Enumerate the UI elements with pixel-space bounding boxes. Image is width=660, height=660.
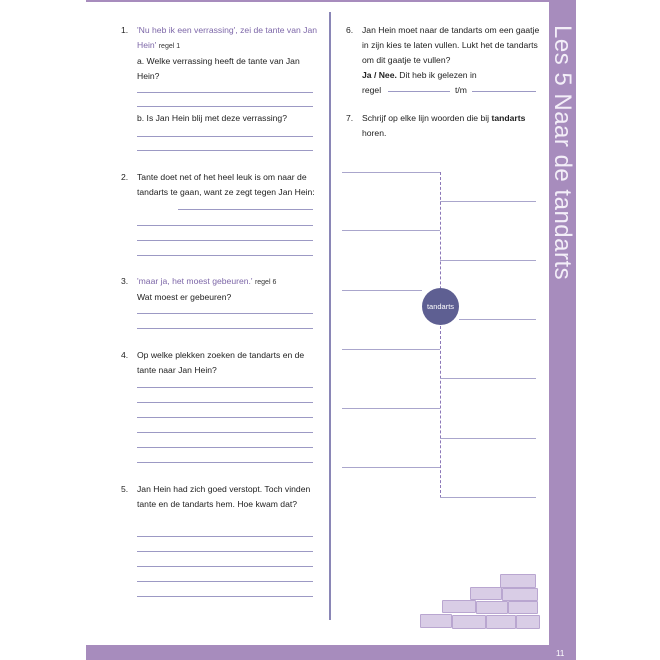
tm-text: t/m — [455, 85, 467, 95]
page-number: 11 — [556, 649, 565, 658]
question-number: 2. — [121, 172, 129, 182]
brick — [508, 601, 538, 614]
regel-label: regel — [362, 85, 382, 95]
brick — [502, 588, 538, 601]
line-reference: regel 6 — [254, 279, 277, 286]
question-6 — [346, 23, 542, 98]
quote-text: 'Nu heb ik een verrassing', zei de tante van Jan Hein' — [137, 25, 318, 50]
mindmap-line[interactable] — [342, 349, 440, 350]
quote-text: 'maar ja, het moest gebeuren.' — [137, 276, 253, 286]
question-number: 7. — [346, 113, 354, 123]
answer-line[interactable] — [137, 417, 313, 418]
regel-from-field[interactable] — [388, 91, 450, 92]
question-keyword: tandarts — [491, 113, 526, 123]
answer-line[interactable] — [137, 328, 313, 329]
mindmap-line[interactable] — [342, 172, 440, 173]
question-3 — [121, 274, 321, 305]
question-text: Schrijf op elke lijn woorden die bij — [362, 113, 490, 123]
mindmap-line[interactable] — [440, 260, 536, 261]
mindmap-line[interactable] — [440, 497, 536, 498]
line-reference: regel 1 — [158, 43, 181, 50]
question-text: Jan Hein had zich goed verstopt. Toch vinden tante en de tandarts hem. Hoe kwam dat? — [137, 484, 311, 509]
answer-line[interactable] — [137, 566, 313, 567]
answer-line[interactable] — [137, 136, 313, 137]
question-7 — [346, 111, 542, 141]
answer-line[interactable] — [137, 240, 313, 241]
question-text-end: horen. — [362, 128, 387, 138]
question-1 — [121, 23, 321, 84]
mindmap-line[interactable] — [440, 201, 536, 202]
brick — [516, 615, 540, 629]
question-5 — [121, 482, 321, 512]
mindmap-line[interactable] — [459, 319, 536, 320]
brick — [420, 614, 452, 628]
answer-line[interactable] — [137, 150, 313, 151]
question-1a: a. Welke verrassing heeft de tante van Jan Hein? — [137, 56, 300, 81]
question-text: Op welke plekken zoeken de tandarts en de tante naar Jan Hein? — [137, 350, 305, 375]
mindmap-line[interactable] — [342, 230, 440, 231]
mindmap-line[interactable] — [440, 438, 536, 439]
answer-line[interactable] — [137, 462, 313, 463]
lesson-title: Les 5 Naar de tandarts — [549, 25, 576, 281]
answer-line[interactable] — [137, 313, 313, 314]
mindmap-line[interactable] — [342, 467, 440, 468]
question-number: 6. — [346, 25, 354, 35]
mindmap-center-label: tandarts — [426, 302, 455, 311]
answer-line[interactable] — [137, 106, 313, 107]
tm-label — [455, 83, 467, 98]
answer-line[interactable] — [137, 432, 313, 433]
column-divider — [329, 12, 331, 620]
answer-line[interactable] — [137, 402, 313, 403]
answer-line[interactable] — [137, 92, 313, 93]
question-number: 1. — [121, 25, 129, 35]
question-1b-text: b. Is Jan Hein blij met deze verrassing? — [137, 113, 287, 123]
mindmap-line[interactable] — [342, 408, 440, 409]
question-2 — [121, 170, 321, 200]
brick — [470, 587, 502, 600]
question-text: Jan Hein moet naar de tandarts om een gaatje in zijn kies te laten vullen. Lukt het de tandarts om dit gaatje te vullen? — [362, 25, 540, 65]
mindmap-line[interactable] — [440, 378, 536, 379]
regel-to-field[interactable] — [472, 91, 536, 92]
question-number: 3. — [121, 276, 129, 286]
answer-line[interactable] — [137, 225, 313, 226]
answer-line[interactable] — [137, 551, 313, 552]
top-rule — [86, 0, 549, 2]
answer-line[interactable] — [137, 387, 313, 388]
answer-line[interactable] — [137, 581, 313, 582]
mindmap-line[interactable] — [342, 290, 422, 291]
question-4 — [121, 348, 321, 378]
question-1b — [121, 111, 321, 126]
answer-line[interactable] — [137, 536, 313, 537]
question-number: 4. — [121, 350, 129, 360]
bottom-band — [86, 645, 576, 660]
mindmap-spine — [440, 172, 441, 498]
question-number: 5. — [121, 484, 129, 494]
answer-line[interactable] — [137, 447, 313, 448]
question-text: Tante doet net of het heel leuk is om naar de tandarts te gaan, want ze zegt tegen Jan Hein: — [137, 172, 315, 197]
answer-line[interactable] — [178, 209, 313, 210]
brick — [452, 615, 486, 629]
brick — [476, 601, 508, 614]
brick — [486, 615, 516, 629]
brick — [500, 574, 536, 588]
question-text: Wat moest er gebeuren? — [137, 292, 232, 302]
answer-line[interactable] — [137, 255, 313, 256]
answer-line[interactable] — [137, 596, 313, 597]
brick — [442, 600, 476, 613]
yes-no-choice[interactable]: Ja / Nee. — [362, 70, 397, 80]
read-in-label: Dit heb ik gelezen in — [399, 70, 477, 80]
mindmap-center — [422, 288, 459, 325]
